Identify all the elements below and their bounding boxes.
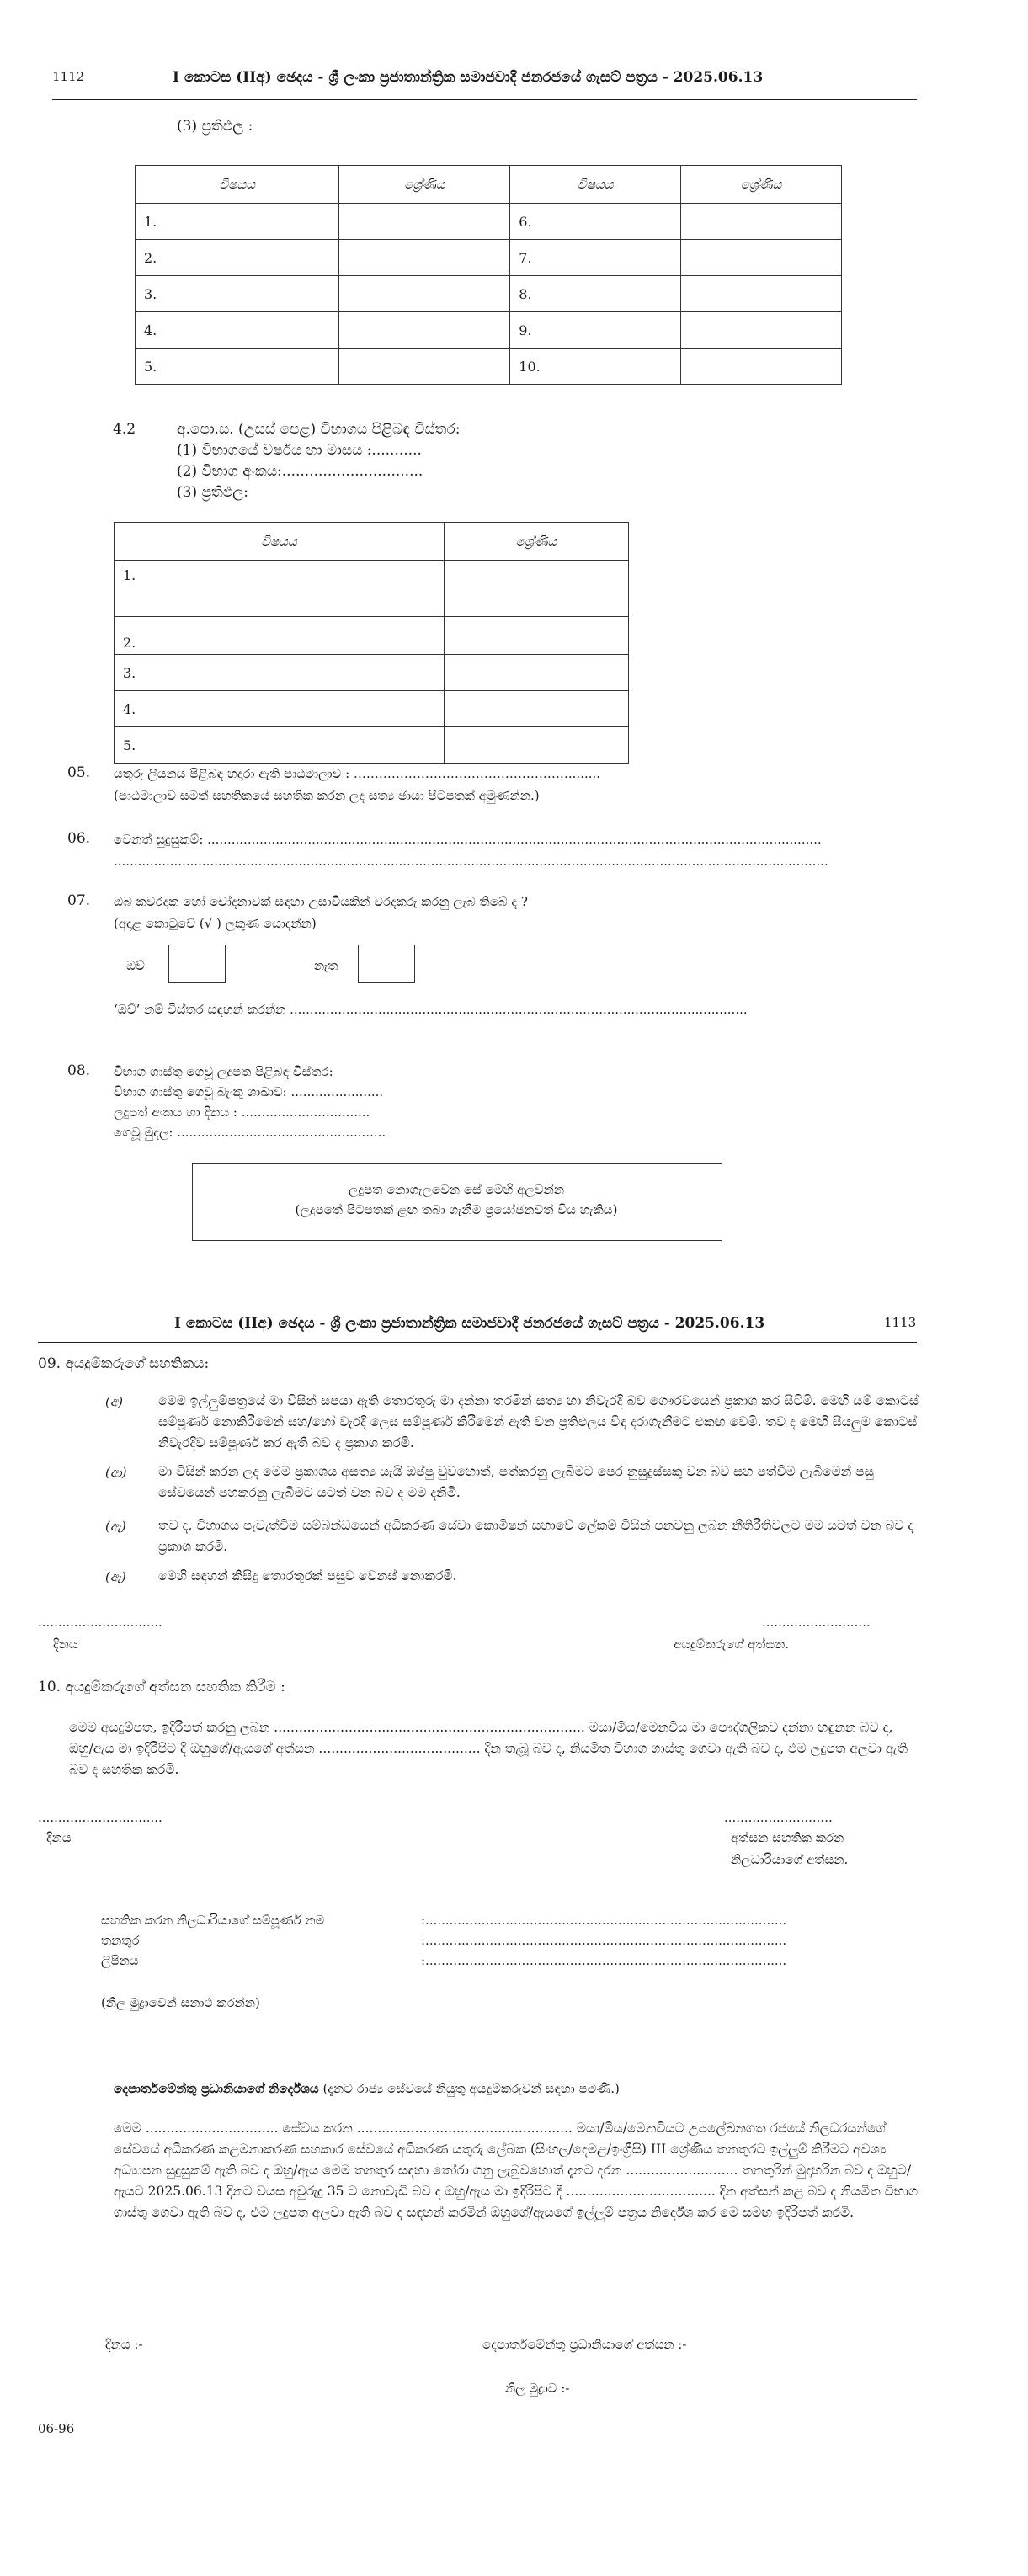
clause-ae-label: (ඇ) [105, 1519, 126, 1534]
clause-a-label: (අ) [105, 1394, 123, 1409]
header-rule-2 [38, 1342, 917, 1343]
address-label: ලිපිනය [101, 1953, 139, 1968]
clause-ae-text: තව ද, විභාගය පැවැත්වීම සම්බන්ධයෙන් අධිකරණ සේවා කොමිෂන් සභාවේ ලේකම් විසින් පනවනු ලබන නීතිරීතිවලට මම යටත් වන බව ද ප්‍රකාශ කරමි. [158, 1518, 914, 1554]
table-row [136, 204, 842, 240]
other-qualifications-line-2[interactable]: .................................................................................................................................................................................. [114, 854, 828, 869]
footer-code: 06-96 [38, 2421, 75, 2436]
section-4-2-title: අ.පො.ස. (උසස් පෙළ) විභාගය පිළිබඳ විස්තර: [177, 421, 461, 438]
table-header-row [115, 523, 629, 561]
table-header-cell: විෂයය [136, 166, 339, 204]
table-cell[interactable] [681, 349, 842, 385]
dept-head-signature-label: දෙපාර්තමේන්තු ප්‍රධානියාගේ අත්සන :- [482, 2337, 687, 2352]
table-header-cell: ශ්‍රේණිය [444, 523, 628, 561]
certifier-name-field[interactable]: :.......................................................................................... [421, 1913, 787, 1928]
typing-course-field[interactable]: යතුරු ලියනය පිළිබඳ හදාරා ඇති පාඨමාලාව : ……………………………………………........ [114, 766, 601, 781]
table-row [115, 727, 629, 764]
table-cell[interactable] [339, 276, 510, 312]
table-header-cell: ශ්‍රේණිය [339, 166, 510, 204]
table-cell[interactable] [444, 561, 628, 617]
signature-certification-text: මෙම අයදුම්පත, ඉදිරිපත් කරනු ලබන ........................................................................... මයා/මිය/මෙනවිය මා පෞද්ගලිකව දන්නා හඳුනන බව ද, ඔහු/ඇය මා ඉදිරිපිට දී ඔහුගේ/ඇයගේ අත්සන ....................................... දින තැබූ බව ද, නියමිත විභාග ගාස්තු ගෙවා ඇති බව ද, එම ලදුපත අලවා ඇති බව ද සහතික කරමි. [69, 1720, 908, 1777]
table-cell: 3. [136, 276, 339, 312]
no-checkbox[interactable] [358, 945, 415, 983]
amount-paid-field[interactable]: ගෙවූ මුදල: .................................................... [114, 1125, 386, 1140]
results-label: (3) ප්‍රතිඵල : [177, 118, 253, 135]
dept-head-title-note: (දැනට රාජ්‍ය සේවයේ නියුතු අයදුම්කරුවන් සඳහා පමණි.) [318, 2081, 620, 2096]
page-header-2: I කොටස (IIඅ) ඡෙදය - ශ්‍රී ලංකා ප්‍රජාතාන්ත්‍රික සමාජවාදී ජනරජයේ ගැසට් පත්‍රය - 2025.06.13 [174, 1315, 765, 1332]
table-cell: 9. [510, 312, 681, 349]
certifier-name-label: සහතික කරන නිලධාරියාගේ සම්පූර්ණ නම [101, 1913, 325, 1928]
clause-aa-label: (ආ) [105, 1465, 127, 1480]
table-cell[interactable] [444, 727, 628, 764]
receipt-details-title: විභාග ගාස්තු ගෙවූ ලදුපත පිළිබඳ විස්තර: [114, 1064, 333, 1079]
section-08-number: 08. [67, 1062, 91, 1079]
date-dots[interactable]: ............................... [38, 1615, 162, 1630]
certifier-label-line-2: නිලධාරියාගේ අත්සන. [731, 1852, 849, 1867]
section-05-number: 05. [67, 764, 91, 781]
address-field[interactable]: :.......................................................................................... [421, 1953, 787, 1968]
designation-field[interactable]: :.......................................................................................... [421, 1933, 787, 1948]
applicant-signature-label: අයදුම්කරුගේ අත්සන. [674, 1637, 790, 1652]
table-cell[interactable] [339, 349, 510, 385]
table-cell[interactable] [681, 204, 842, 240]
table-cell: 3. [115, 655, 445, 691]
table-row [115, 655, 629, 691]
dept-head-recommendation-title [114, 2081, 620, 2096]
designation-label: තනතුර [101, 1933, 140, 1948]
conviction-instruction: (අදාළ කොටුවේ (√ ) ලකුණ යොදන්න) [114, 916, 317, 931]
receipt-paste-text: ලදුපත නොගැලවෙන සේ මෙහි අලවන්න [348, 1182, 564, 1197]
page-number-2: 1113 [884, 1315, 917, 1330]
table-cell[interactable] [444, 617, 628, 655]
date-label: දිනය [53, 1637, 78, 1652]
page-number: 1112 [52, 69, 85, 84]
receipt-copy-note: (ලදුපතේ පිටපතක් ළඟ තබා ගැනීම ප්‍රයෝජනවත් විය හැකිය) [295, 1202, 618, 1217]
table-row [136, 276, 842, 312]
table-cell: 2. [115, 617, 445, 655]
table-cell: 4. [136, 312, 339, 349]
signature-dots[interactable]: ........................... [762, 1615, 871, 1630]
other-qualifications-field[interactable]: වෙනත් සුදුසුකම්: ......................................................................................................................................................... [114, 832, 822, 847]
seal-note: (නිල මුද්‍රාවෙන් සනාථ කරන්න) [101, 1995, 260, 2010]
table-row [136, 349, 842, 385]
date-label-2: දිනය [46, 1830, 72, 1845]
table-cell: 5. [115, 727, 445, 764]
yes-details-field[interactable]: ‘ඔව්’ නම් විස්තර සඳහන් කරන්න .................................................................................................................. [114, 1002, 748, 1017]
table-cell[interactable] [444, 691, 628, 727]
table-cell: 1. [136, 204, 339, 240]
header-rule [52, 99, 917, 100]
table-cell: 6. [510, 204, 681, 240]
table-cell[interactable] [681, 240, 842, 276]
no-label: නැත [314, 958, 338, 973]
clause-ae2-text: මෙහි සඳහන් කිසිදු තොරතුරක් පසුව වෙනස් නොකරමි. [158, 1568, 457, 1583]
date-colon-label: දිනය :- [105, 2337, 143, 2352]
table-cell[interactable] [444, 655, 628, 691]
table-cell: 5. [136, 349, 339, 385]
official-seal-label: නිල මුද්‍රාව :- [505, 2381, 570, 2396]
page-header: I කොටස (IIඅ) ඡෙදය - ශ්‍රී ලංකා ප්‍රජාතාන්ත්‍රික සමාජවාදී ජනරජයේ ගැසට් පත්‍රය - 2025.06.13 [173, 69, 764, 86]
certifier-label-line-1: අත්සන සහතික කරන [731, 1830, 844, 1845]
date-dots-2[interactable]: ............................... [38, 1810, 162, 1825]
table-cell[interactable] [681, 276, 842, 312]
signature-dots-2[interactable]: ........................... [724, 1810, 833, 1825]
table-cell: 1. [115, 561, 445, 617]
conviction-question: ඔබ කවරදාක හෝ චෝදනාවක් සඳහා උසාවියකින් වරදකරු කරනු ලැබ තිබේ ද ? [114, 894, 528, 909]
table-cell[interactable] [339, 240, 510, 276]
bank-branch-field[interactable]: විභාග ගාස්තු ගෙවූ බැංකු ශාඛාව: ....................... [114, 1084, 384, 1099]
table-cell[interactable] [339, 312, 510, 349]
table-header-cell: ශ්‍රේණිය [681, 166, 842, 204]
yes-label: ඔව් [126, 958, 145, 973]
table-cell[interactable] [339, 204, 510, 240]
section-07-number: 07. [67, 892, 91, 909]
table-cell[interactable] [681, 312, 842, 349]
table-cell: 8. [510, 276, 681, 312]
table-cell: 2. [136, 240, 339, 276]
dept-head-title-bold: දෙපාර්තමේන්තු ප්‍රධානියාගේ නිර්දේශය [114, 2081, 319, 2096]
exam-year-month: (1) විභාගයේ වර්ෂය හා මාසය :........... [177, 442, 422, 459]
section-06-number: 06. [67, 830, 91, 847]
results-label-2: (3) ප්‍රතිඵල: [177, 484, 249, 501]
table-cell: 4. [115, 691, 445, 727]
exam-number: (2) විභාග අංකය:............................... [177, 463, 423, 480]
table-row [115, 561, 629, 617]
table-header-row [136, 166, 842, 204]
table-row [115, 617, 629, 655]
yes-checkbox[interactable] [168, 945, 226, 983]
table-cell: 7. [510, 240, 681, 276]
table-cell: 10. [510, 349, 681, 385]
results-table-2 [114, 522, 629, 764]
table-row [136, 240, 842, 276]
section-09-title: 09. අයදුම්කරුගේ සහතිකය: [38, 1355, 210, 1372]
receipt-number-date-field[interactable]: ලදුපත් අංකය හා දිනය : ................................ [114, 1104, 370, 1120]
table-row [136, 312, 842, 349]
section-10-title: 10. අයදුම්කරුගේ අත්සන සහතික කිරීම : [38, 1679, 285, 1695]
results-table-1 [135, 165, 842, 385]
typing-course-note: (පාඨමාලාව සමත් සහතිකයේ සහතික කරන ලද සත්‍ය ඡායා පිටපතක් අමුණන්න.) [114, 788, 540, 803]
clause-a-text: මෙම ඉල්ලුම්පත්‍රයේ මා විසින් සපයා ඇති තොරතුරු මා දන්නා තරමින් සත්‍ය හා නිවැරදි බව ගෞරවයෙන් ප්‍රකාශ කර සිටිමි. මෙහි යම් කොටස් සම්පූර්ණ නොකිරීමෙන් සහ/හෝ වැරදි ලෙස සම්පූර්ණ කිරීමෙන් ඇති වන ප්‍රතිඵලය විඳ දරාගැනීමට එකඟ වෙමි. තව ද මෙහි සියලුම කොටස් නිවැරදිව සම්පූර්ණ කර ඇති බව ද ප්‍රකාශ කරමි. [158, 1393, 919, 1450]
clause-aa-text: මා විසින් කරන ලද මෙම ප්‍රකාශය අසත්‍ය යැයි ඔප්පු වුවහොත්, පත්කරනු ලැබීමට පෙර නුසුදුස්සකු වන බව සහ පත්වීම ලැබීමෙන් පසු සේවයෙන් පහකරනු ලැබීමට යටත් වන බව ද මම දනිමි. [158, 1464, 874, 1500]
table-row [115, 691, 629, 727]
table-header-cell: විෂයය [510, 166, 681, 204]
section-4-2-number: 4.2 [113, 421, 136, 438]
dept-head-recommendation-text: මෙම ................................ සේවය කරන .................................................... මයා/මිය/මෙනවියට උපලේඛනගත රජයේ නිලධරයන්ගේ සේවයේ අධිකරණ කළමනාකරණ සහකාර සේවයේ අධිකරණ යතුරු ලේඛක (සිංහල/දෙමළ/ඉංග්‍රීසි) III ශ්‍රේණිය තනතුරට ඉල්ලුම් කිරීමට අවශ්‍ය අධ්‍යාපන සුදුසුකම් ඇති බව ද ඔහු/ඇය මෙම තනතුර සඳහා තෝරා ගනු ලැබුවහොත් දැනට දරන ........................... තනතුරින් මුදාහරින බව ද ඔහුට/ඇයට 2025.06.13 දිනට වයස අවුරුදු 35 ට නොවැඩි බව ද ඔහු/ඇය මා ඉදිරිපිට දී .................................... දින අත්සන් කළ බව ද නියමිත විභාග ගාස්තු ගෙවා ඇති බව ද, එම ලදුපත අලවා ඇති බව ද සඳහන් කරමින් ඔහුගේ/ඇයගේ ඉල්ලුම් පත්‍රය නිර්දේශ කර මෙ සමඟ ඉදිරිපත් කරමි. [114, 2121, 919, 2220]
table-header-cell: විෂයය [115, 523, 445, 561]
clause-ae2-label: (ඈ) [105, 1569, 126, 1584]
